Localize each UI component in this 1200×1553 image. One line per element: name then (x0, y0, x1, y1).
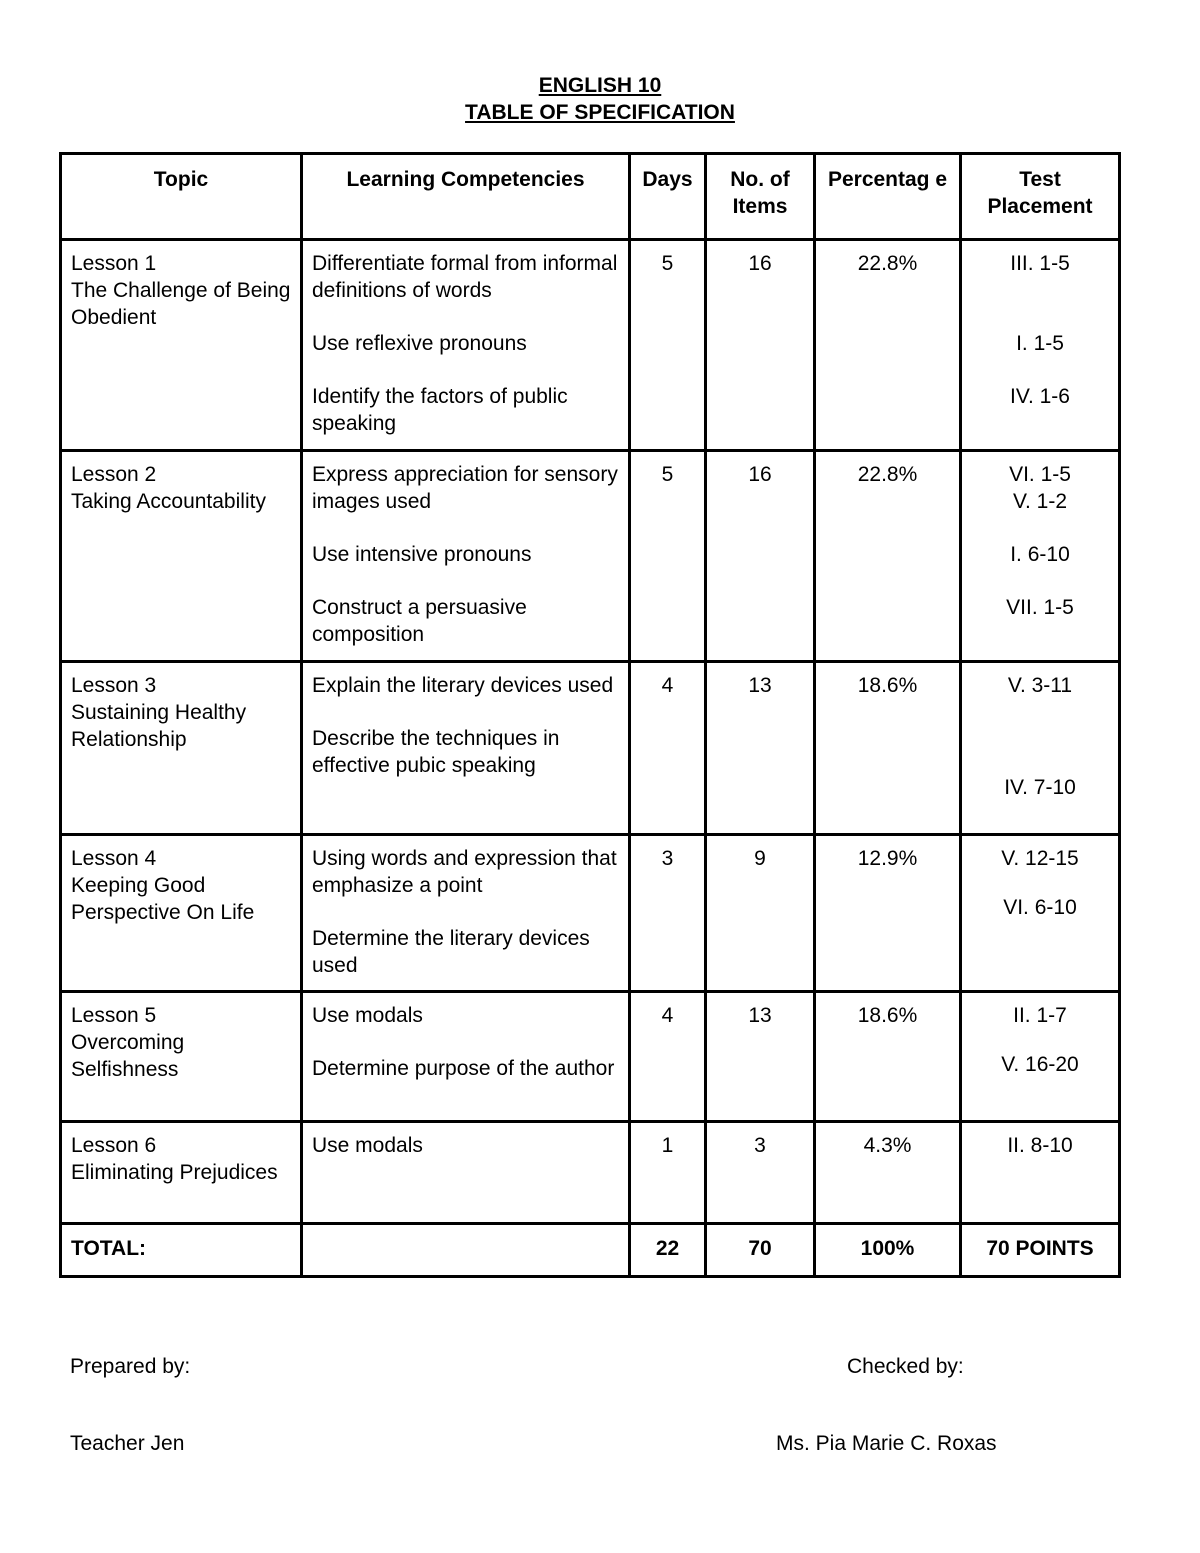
test-placement: IV. 1-6 (1010, 385, 1070, 408)
competency: Use intensive pronouns (312, 543, 532, 566)
competency: Use modals (312, 1134, 423, 1157)
column-header-topic: Topic (61, 154, 302, 240)
total-row (61, 1224, 1120, 1277)
competency: Construct a persuasive composition (312, 596, 527, 646)
test-placement: VI. 6-10 (1003, 896, 1077, 919)
competencies-cell (302, 1122, 630, 1224)
competency: Describe the techniques in effective pubic speaking (312, 727, 560, 777)
placement-cell (961, 662, 1120, 835)
column-header-items: No. of Items (706, 154, 815, 240)
competency: Using words and expression that emphasize a point (312, 847, 617, 897)
lesson-number: Lesson 6 (71, 1134, 157, 1157)
topic-cell (61, 1122, 302, 1224)
items-cell: 16 (706, 451, 815, 662)
test-placement: I. 6-10 (1010, 543, 1070, 566)
lesson-number: Lesson 5 (71, 1004, 157, 1027)
lesson-title: Eliminating Prejudices (71, 1161, 278, 1184)
lesson-title: Overcoming Selfishness (71, 1031, 185, 1081)
competency: Explain the literary devices used (312, 674, 614, 697)
test-placement: V. 3-11 (1007, 674, 1073, 697)
table-row (61, 835, 1120, 992)
competency: Identify the factors of public speaking (312, 385, 568, 435)
lesson-title: Sustaining Healthy Relationship (71, 701, 247, 751)
table-row (61, 1122, 1120, 1224)
lesson-title: The Challenge of Being Obedient (71, 279, 291, 329)
competency: Express appreciation for sensory images used (312, 463, 618, 513)
days-cell: 5 (630, 451, 706, 662)
competencies-cell (302, 451, 630, 662)
column-header-days: Days (630, 154, 706, 240)
total-label: TOTAL: (61, 1224, 302, 1277)
days-cell: 3 (630, 835, 706, 992)
table-header-row (61, 154, 1120, 240)
topic-cell (61, 992, 302, 1122)
items-cell: 16 (706, 240, 815, 451)
lesson-number: Lesson 2 (71, 463, 157, 486)
test-placement: V. 16-20 (1001, 1053, 1079, 1076)
column-header-competencies: Learning Competencies (302, 154, 630, 240)
document-subtitle: TABLE OF SPECIFICATION (465, 101, 735, 124)
placement-cell (961, 451, 1120, 662)
lesson-title: Keeping Good Perspective On Life (71, 874, 255, 924)
checked-by-label: Checked by: (847, 1355, 964, 1378)
total-placement: 70 POINTS (961, 1224, 1120, 1277)
lesson-number: Lesson 4 (71, 847, 157, 870)
percentage-cell: 18.6% (815, 662, 961, 835)
days-cell: 4 (630, 992, 706, 1122)
topic-cell (61, 835, 302, 992)
checked-by-name: Ms. Pia Marie C. Roxas (776, 1432, 997, 1455)
prepared-by-name: Teacher Jen (70, 1432, 185, 1455)
competencies-cell (302, 992, 630, 1122)
total-competencies (302, 1224, 630, 1277)
competency: Differentiate formal from informal definitions of words (312, 252, 618, 302)
placement-cell (961, 992, 1120, 1122)
test-placement: I. 1-5 (1016, 332, 1064, 355)
days-cell: 5 (630, 240, 706, 451)
test-placement: II. 8-10 (1007, 1134, 1073, 1157)
items-cell: 9 (706, 835, 815, 992)
items-cell: 13 (706, 662, 815, 835)
percentage-cell: 22.8% (815, 451, 961, 662)
test-placement: II. 1-7 (1013, 1004, 1067, 1027)
competency: Use reflexive pronouns (312, 332, 527, 355)
table-row (61, 992, 1120, 1122)
lesson-number: Lesson 3 (71, 674, 157, 697)
days-cell: 4 (630, 662, 706, 835)
test-placement: VI. 1-5 (1009, 463, 1071, 486)
lesson-title: Taking Accountability (71, 490, 266, 513)
placement-cell (961, 1122, 1120, 1224)
competency: Determine purpose of the author (312, 1057, 615, 1080)
topic-cell (61, 451, 302, 662)
items-cell: 3 (706, 1122, 815, 1224)
test-placement: V. 1-2 (1012, 490, 1068, 513)
lesson-number: Lesson 1 (71, 252, 157, 275)
table-row (61, 240, 1120, 451)
competencies-cell (302, 240, 630, 451)
competency: Use modals (312, 1004, 423, 1027)
competencies-cell (302, 835, 630, 992)
placement-cell (961, 835, 1120, 992)
table-row (61, 662, 1120, 835)
column-header-percentage: Percentag e (815, 154, 961, 240)
total-items: 70 (706, 1224, 815, 1277)
percentage-cell: 12.9% (815, 835, 961, 992)
document-title: ENGLISH 10 (538, 74, 662, 97)
topic-cell (61, 240, 302, 451)
placement-cell (961, 240, 1120, 451)
competencies-cell (302, 662, 630, 835)
topic-cell (61, 662, 302, 835)
prepared-by-label: Prepared by: (70, 1355, 191, 1378)
test-placement: III. 1-5 (1010, 252, 1070, 275)
competency: Determine the literary devices used (312, 927, 590, 977)
percentage-cell: 18.6% (815, 992, 961, 1122)
percentage-cell: 4.3% (815, 1122, 961, 1224)
total-days: 22 (630, 1224, 706, 1277)
specification-table (59, 152, 1121, 1278)
test-placement: IV. 7-10 (1004, 776, 1076, 799)
days-cell: 1 (630, 1122, 706, 1224)
test-placement: V. 12-15 (1001, 847, 1079, 870)
column-header-placement: Test Placement (961, 154, 1120, 240)
percentage-cell: 22.8% (815, 240, 961, 451)
table-row (61, 451, 1120, 662)
items-cell: 13 (706, 992, 815, 1122)
total-percentage: 100% (815, 1224, 961, 1277)
test-placement: VII. 1-5 (1006, 596, 1074, 619)
